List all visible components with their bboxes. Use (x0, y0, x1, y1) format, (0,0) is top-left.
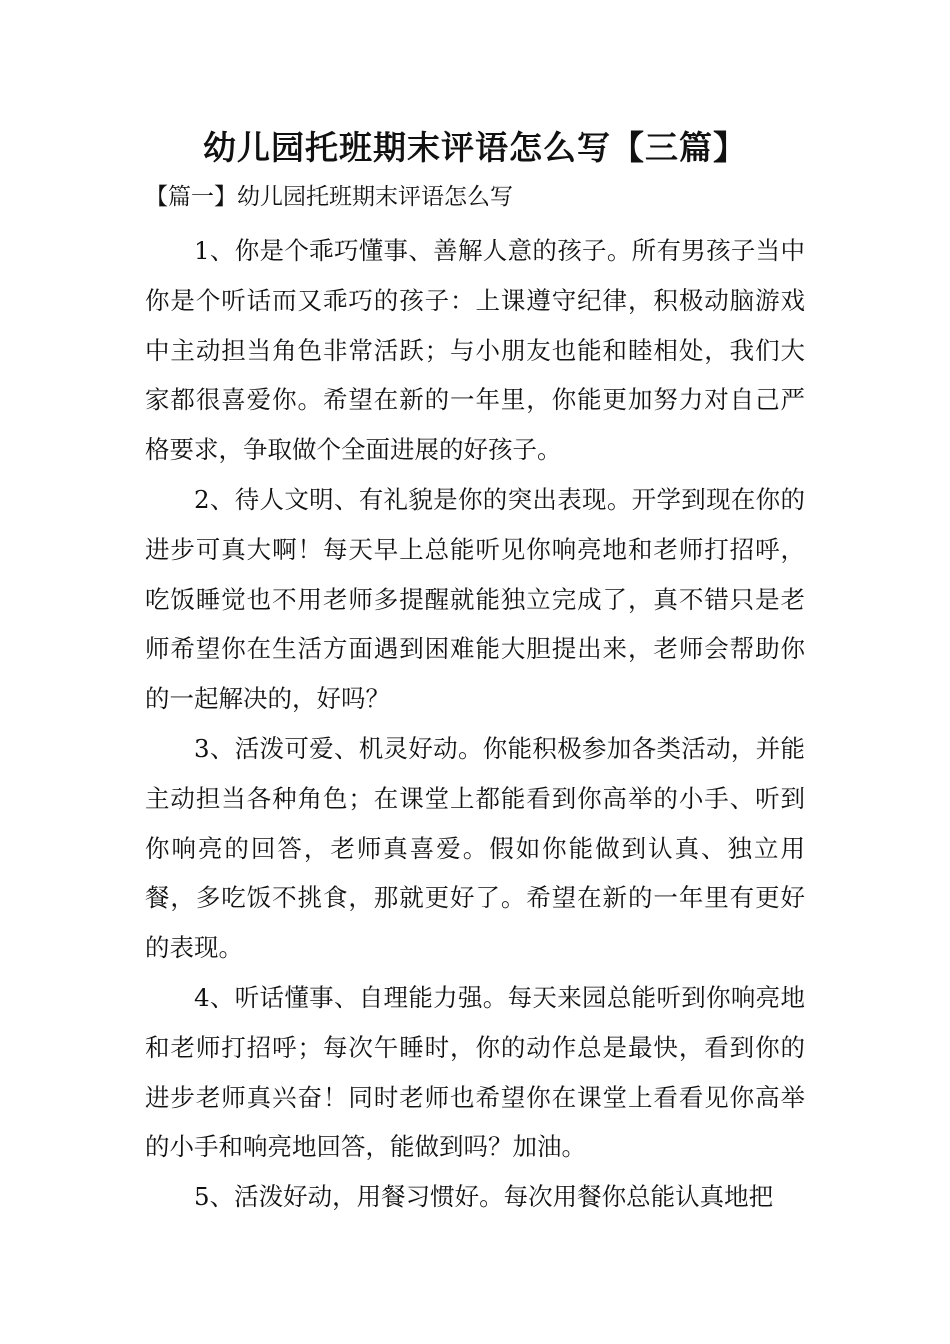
paragraph-3: 3、活泼可爱、机灵好动。你能积极参加各类活动，并能主动担当各种角色；在课堂上都能看到你高举的小手、听到你响亮的回答，老师真喜爱。假如你能做到认真、独立用餐，多吃饭不挑食，那就更好了。希望在新的一年里有更好的表现。 (145, 733, 805, 963)
document-title: 幼儿园托班期末评语怎么写【三篇】 (203, 128, 747, 167)
paragraph-2: 2、待人文明、有礼貌是你的突出表现。开学到现在你的进步可真大啊！每天早上总能听见你响亮地和老师打招呼，吃饭睡觉也不用老师多提醒就能独立完成了，真不错只是老师希望你在生活方面遇到困难能大胆提出来，老师会帮助你的一起解决的，好吗？ (145, 484, 805, 714)
paragraph-4: 4、听话懂事、自理能力强。每天来园总能听到你响亮地和老师打招呼；每次午睡时，你的动作总是最快，看到你的进步老师真兴奋！同时老师也希望你在课堂上看看见你高举的小手和响亮地回答，能做到吗？加油。 (145, 982, 805, 1162)
section-heading: 【篇一】幼儿园托班期末评语怎么写 (145, 184, 513, 210)
document-body (145, 226, 805, 1222)
paragraph-1: 1、你是个乖巧懂事、善解人意的孩子。所有男孩子当中你是个听话而又乖巧的孩子：上课遵守纪律，积极动脑游戏中主动担当角色非常活跃；与小朋友也能和睦相处，我们大家都很喜爱你。希望在新的一年里，你能更加努力对自己严格要求，争取做个全面进展的好孩子。 (145, 236, 805, 465)
paragraph-5: 5、活泼好动，用餐习惯好。每次用餐你总能认真地把 (194, 1182, 774, 1212)
